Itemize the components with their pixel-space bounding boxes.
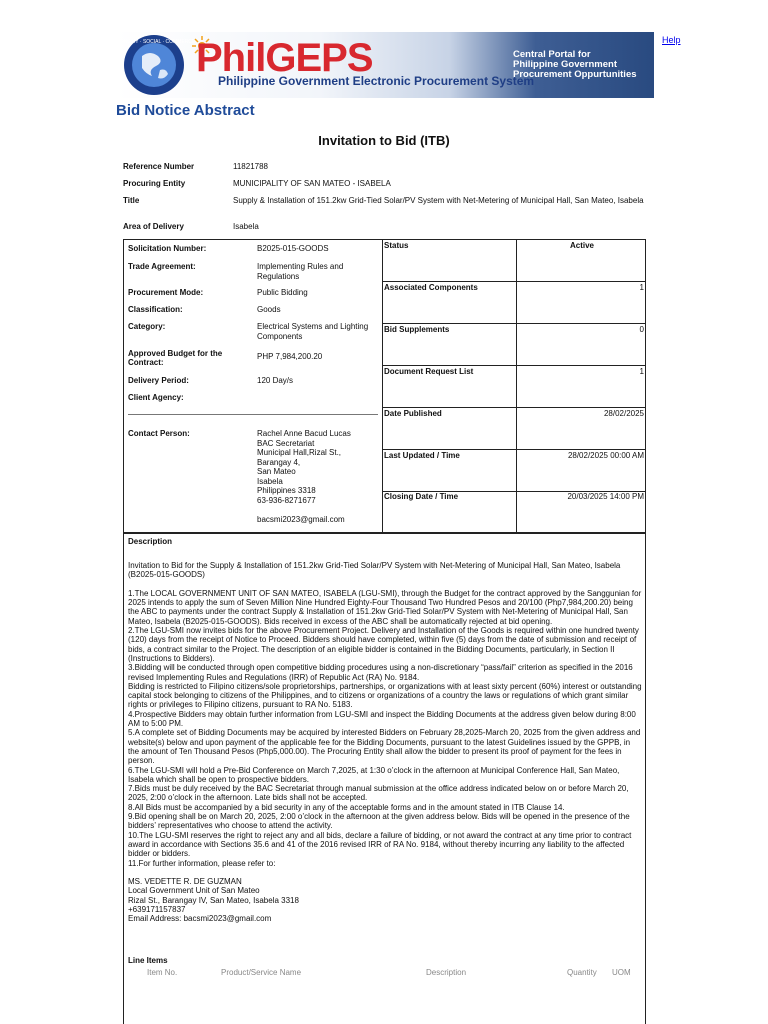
summary-label: Area of Delivery (123, 222, 184, 231)
contact-block-line: +639171157837 (128, 904, 186, 914)
column-header-description: Description (426, 968, 467, 977)
description-paragraph: 3.Bidding will be conducted through open competitive bidding procedures using a non-discretionary “pass/fail” criterion as specified in the 2016 revised Implementing Rules and Regulations (IRR) of Republic Act (RA) No. 9184. (128, 663, 633, 682)
procurement-details (124, 240, 382, 532)
approved-budget: PHP 7,984,200.20 (257, 352, 323, 361)
closing-date-cell (383, 491, 646, 533)
summary-label: Title (123, 196, 140, 205)
column-header-quantity: Quantity (567, 968, 597, 977)
description-intro: Invitation to Bid for the Supply & Installation of 151.2kw Grid-Tied Solar/PV System with Net-Metering of Municipal Hall, San Mateo, Isabela (B2025-015-GOODS) (128, 561, 621, 580)
description-paragraph: 10.The LGU-SMI reserves the right to reject any and all bids, declare a failure of bidding, or not award the contract at any time prior to contract award in accordance with Sections 35.6 and 41 of the 2016 revised IRR of RA No. 9184, without thereby incurring any liability to the affected bidder or bidders. (128, 830, 632, 859)
detail-label: Delivery Period: (128, 376, 189, 385)
detail-row (128, 393, 382, 402)
detail-row (128, 349, 382, 367)
detail-row (128, 262, 382, 281)
summary-row-reference (123, 162, 648, 179)
date-published-value: 28/02/2025 (603, 409, 644, 418)
detail-label: Approved Budget for the Contract: (128, 349, 223, 367)
summary-label: Reference Number (123, 162, 195, 171)
description-body (128, 561, 643, 924)
last-updated-label: Last Updated / Time (384, 451, 460, 460)
contact-email: bacsmi2023@gmail.com (257, 514, 345, 524)
contact-block-line: Rizal St., Barangay IV, San Mateo, Isabela 3318 (128, 895, 299, 905)
summary-row-area (123, 222, 648, 239)
description-paragraph: Bidding is restricted to Filipino citizens/sole proprietorships, partnerships, or organizations with at least sixty percent (60%) interest or outstanding capital stock belonging to citizens of the Philippines, and to citizens or organizations of a country the laws or regulations of which grant similar rights or privileges to Filipino citizens, pursuant to RA No. 5183. (128, 681, 642, 710)
summary-row-title (123, 196, 648, 222)
contact-line: BAC Secretariat (257, 438, 315, 448)
summary-row-entity (123, 179, 648, 196)
philgeps-globe-logo (112, 34, 196, 96)
procurement-mode: Public Bidding (257, 288, 308, 297)
wordmark-suffix: GEPS (265, 36, 373, 80)
category: Electrical Systems and Lighting Components (257, 322, 369, 341)
detail-row (128, 288, 382, 298)
closing-date-label: Closing Date / Time (384, 492, 459, 501)
description-paragraph: 11.For further information, please refer to: (128, 858, 276, 868)
help-link[interactable]: Help (662, 35, 681, 45)
contact-line: Barangay 4, (257, 457, 301, 467)
contact-block-line: MS. VEDETTE R. DE GUZMAN (128, 877, 242, 887)
description-paragraph: 5.A complete set of Bidding Documents may be acquired by interested Bidders on February 28,2025-March 20, 2025 from the given address and website(s) below and upon payment of the applicable fee for the Bidding Documents, pursuant to the latest Guidelines issued by the GPPB, in the amount of Ten Thousand Pesos (Php5,000.00). The Procuring Entity shall allow the bidder to present its proof of payment for the fees in person. (128, 728, 641, 766)
last-updated-cell (383, 450, 646, 492)
contact-line: Municipal Hall,Rizal St., (257, 448, 342, 457)
column-header-product: Product/Service Name (221, 968, 302, 977)
classification: Goods (257, 305, 281, 314)
document-request-label: Document Request List (384, 367, 474, 376)
description-section (123, 533, 646, 1024)
closing-date-value: 20/03/2025 14:00 PM (567, 492, 644, 501)
contact-line: San Mateo (257, 467, 296, 476)
contact-line (257, 505, 382, 515)
detail-label: Category: (128, 322, 166, 331)
reference-number: 11821788 (233, 162, 268, 171)
tagline-line: Procurement Oppurtunities (513, 69, 637, 80)
contact-line: 63-936-8271677 (257, 495, 316, 505)
description-paragraph: 1.The LOCAL GOVERNMENT UNIT OF SAN MATEO, ISABELA (LGU-SMI), through the Budget for the contract approved by the Sanggunian for 2025 intends to apply the sum of Seven Million Nine Hundred Eighty-Four Thousand Two Hundred Pesos and 20/100 (Php7,984,200.20) being the ABC to payments under the contract Supply & Installation of 151.2kw Grid-Tied Solar/PV System with Net-Metering of Municipal Hall, San Mateo, Isabela (B2025-015-GOODS). Bids received in excess of the ABC shall be automatically rejected at bid opening. (128, 588, 642, 626)
detail-row (128, 322, 382, 341)
detail-label: Client Agency: (128, 393, 184, 402)
document-title: Invitation to Bid (ITB) (318, 133, 450, 148)
status-label: Status (384, 241, 409, 250)
description-paragraph: 6.The LGU-SMI will hold a Pre-Bid Conference on March 7,2025, at 1:30 o’clock in the afternoon at Municipal Conference Hall, San Mateo, Isabela which shall be open to prospective bidders. (128, 765, 620, 784)
client-agency (257, 393, 382, 402)
contact-person (257, 429, 382, 524)
detail-row (128, 376, 382, 386)
detail-label: Classification: (128, 305, 183, 314)
bid-supplements-label: Bid Supplements (384, 325, 450, 334)
detail-row (128, 429, 382, 524)
bid-supplements-value: 0 (639, 325, 644, 334)
summary-fields (123, 162, 648, 239)
summary-label: Procuring Entity (123, 179, 186, 188)
description-paragraph: 9.Bid opening shall be on March 20, 2025, 2:00 o’clock in the afternoon at the given address below. Bids will be opened in the presence of the bidders’ representatives who choose to attend the activity. (128, 812, 630, 831)
tagline-line: Central Portal for (513, 49, 591, 60)
date-published-label: Date Published (384, 409, 442, 418)
description-paragraph: 8.All Bids must be accompanied by a bid security in any of the acceptable forms and in the amount stated in ITB Clause 14. (128, 802, 565, 812)
wordmark-prefix: Phil (196, 36, 266, 80)
column-header-item-no: Item No. (147, 968, 178, 977)
trade-agreement: Implementing Rules and Regulations (257, 262, 344, 281)
contact-line: Isabela (257, 476, 283, 486)
date-published-cell (383, 408, 646, 450)
contact-block-line: Local Government Unit of San Mateo (128, 886, 260, 896)
associated-components-value: 1 (639, 283, 644, 292)
contact-block-line: Email Address: bacsmi2023@gmail.com (128, 914, 272, 924)
line-items-header (124, 968, 645, 980)
detail-label: Contact Person: (128, 429, 190, 438)
contact-line: Philippines 3318 (257, 486, 316, 495)
detail-label: Procurement Mode: (128, 288, 204, 297)
tagline-line: Philippine Government (513, 59, 617, 70)
document-request-cell (383, 366, 646, 408)
notice-title: Supply & Installation of 151.2kw Grid-Tied Solar/PV System with Net-Metering of Municipal Hall, San Mateo, Isabela (233, 196, 644, 205)
contact-line: Rachel Anne Bacud Lucas (257, 429, 351, 438)
detail-row (128, 305, 382, 315)
document-request-value: 1 (639, 367, 644, 376)
column-header-uom: UOM (612, 968, 631, 977)
section-title: Bid Notice Abstract (116, 102, 255, 119)
procuring-entity: MUNICIPALITY OF SAN MATEO - ISABELA (233, 179, 391, 188)
last-updated-value: 28/02/2025 00:00 AM (567, 451, 644, 460)
associated-components-cell (383, 282, 646, 324)
line-items-heading: Line Items (128, 956, 168, 965)
banner-tagline (513, 50, 653, 80)
description-paragraph: 4.Prospective Bidders may obtain further information from LGU-SMI and inspect the Bidding Documents at the address given below during 8:00 AM to 5:00 PM. (128, 709, 636, 729)
description-heading: Description (128, 537, 173, 546)
associated-components-label: Associated Components (384, 283, 478, 292)
status-cell (383, 240, 646, 282)
globe-ring-text: ECONOMY · SOCIAL · COMMERCE (112, 39, 196, 45)
detail-label: Trade Agreement: (128, 262, 196, 271)
solicitation-number: B2025-015-GOODS (257, 244, 329, 253)
banner-subtitle: Philippine Government Electronic Procurement System (218, 74, 535, 88)
details-box (123, 239, 646, 533)
bid-supplements-cell (383, 324, 646, 366)
detail-row (128, 244, 382, 254)
area-of-delivery: Isabela (233, 222, 259, 231)
status-value: Active (569, 241, 594, 250)
detail-label: Solicitation Number: (128, 244, 207, 253)
description-paragraph: 2.The LGU-SMI now invites bids for the above Procurement Project. Delivery and Installation of the Goods is required within one hundred twenty (120) days from the receipt of Notice to Proceed. Bidders should have completed, within five (5) days from the date of submission and receipt of bids, a contract similar to the Project. The description of an eligible bidder is contained in the Bidding Documents, particularly, in Section II (Instructions to Bidders). (128, 626, 639, 663)
delivery-period: 120 Day/s (257, 376, 294, 385)
description-paragraph: 7.Bids must be duly received by the BAC Secretariat through manual submission at the office address indicated below on or before March 20, 2025, 2:00 o’clock in the afternoon. Late bids shall not be accepted. (128, 784, 629, 803)
divider (128, 414, 378, 415)
